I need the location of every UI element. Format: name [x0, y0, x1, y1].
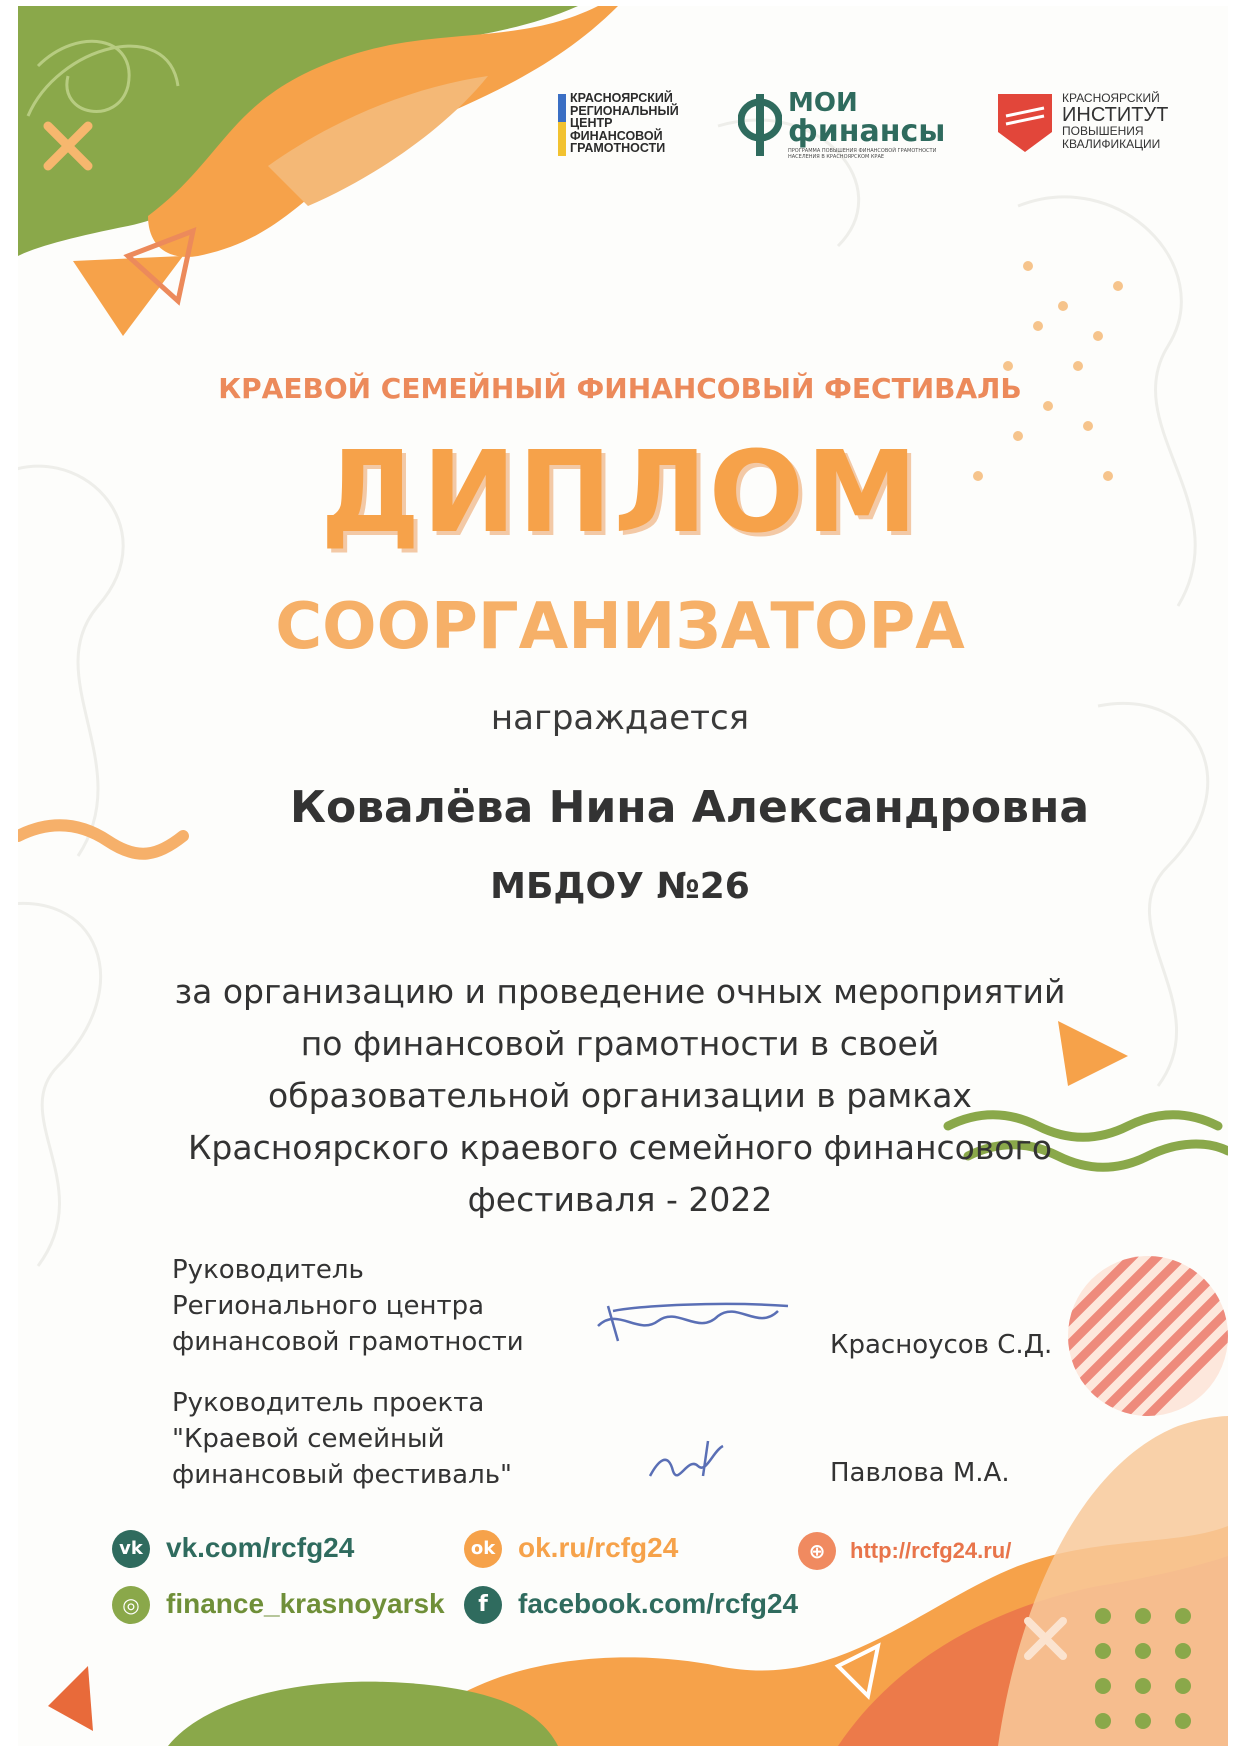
triangle-orange: [73, 256, 183, 336]
role-line: Регионального центра: [172, 1291, 485, 1321]
logo-line: КРАСНОЯРСКИЙ: [1062, 91, 1160, 105]
signatory-2-role: [172, 1385, 512, 1493]
vk-icon: vk: [112, 1530, 150, 1568]
signature-2: [650, 1441, 723, 1476]
instagram-icon: ◎: [112, 1586, 150, 1624]
signatory-1-role: [172, 1252, 524, 1360]
facebook-icon: f: [464, 1586, 502, 1624]
role-line: финансовой грамотности: [172, 1327, 524, 1357]
logo-my-finance-tagline: ПРОГРАММА ПОВЫШЕНИЯ ФИНАНСОВОЙ ГРАМОТНОСТИ НАСЕЛЕНИЯ В КРАСНОЯРСКОМ КРАЕ: [788, 148, 937, 160]
wave-left: [18, 825, 183, 853]
reason-line: фестиваля - 2022: [467, 1180, 773, 1219]
reason-line: по финансовой грамотности в своей: [300, 1024, 940, 1063]
role-line: Руководитель: [172, 1255, 364, 1285]
diploma-subtitle: СООРГАНИЗАТОРА: [275, 590, 965, 664]
signatory-2-name: Павлова М.А.: [830, 1458, 1010, 1488]
my-finance-phi-icon: [738, 92, 782, 158]
award-reason: [130, 966, 1110, 1226]
signatory-1-name: Красноусов С.Д.: [830, 1330, 1053, 1360]
reason-line: Красноярского краевого семейного финансового: [187, 1128, 1053, 1167]
facebook-link[interactable]: facebook.com/rcfg24: [518, 1588, 799, 1619]
role-line: финансовый фестиваль": [172, 1460, 512, 1490]
logo-my-finance-line2: финансы: [788, 114, 946, 149]
reason-line: образовательной организации в рамках: [268, 1076, 972, 1115]
institute-shield-icon: [996, 92, 1054, 154]
awarded-text: награждается: [490, 698, 750, 738]
logo-my-finance-line1: МОИ: [788, 88, 858, 118]
diploma-title: ДИПЛОМ: [320, 428, 920, 558]
triangle-bottom-left: [48, 1666, 93, 1731]
recipient-name: Ковалёва Нина Александровна: [290, 782, 1090, 833]
instagram-link[interactable]: finance_krasnoyarsk: [166, 1588, 445, 1619]
logo-line: КВАЛИФИКАЦИИ: [1062, 137, 1161, 151]
logo-my-finance: [788, 90, 945, 160]
festival-title: КРАЕВОЙ СЕМЕЙНЫЙ ФИНАНСОВЫЙ ФЕСТИВАЛЬ: [218, 372, 1022, 405]
logo-line: ФИНАНСОВОЙ: [570, 128, 663, 143]
striped-circle: [1038, 1216, 1228, 1446]
role-line: "Краевой семейный: [172, 1424, 445, 1454]
globe-icon: ⊕: [798, 1532, 836, 1570]
logo-line: РЕГИОНАЛЬНЫЙ: [570, 103, 679, 118]
logo-line: ИНСТИТУТ: [1062, 104, 1169, 126]
ok-icon: ok: [464, 1530, 502, 1568]
reason-line: за организацию и проведение очных мероприятий: [174, 972, 1066, 1011]
regional-center-flag-icon: [558, 94, 566, 156]
logo-regional-center: [570, 92, 679, 155]
logo-line: КРАСНОЯРСКИЙ: [570, 91, 673, 105]
site-link[interactable]: http://rcfg24.ru/: [850, 1538, 1012, 1563]
logo-institute: [1062, 92, 1168, 151]
ok-link[interactable]: ok.ru/rcfg24: [518, 1532, 679, 1563]
logo-line: ЦЕНТР: [570, 116, 613, 130]
vk-link[interactable]: vk.com/rcfg24: [166, 1532, 355, 1563]
role-line: Руководитель проекта: [172, 1388, 485, 1418]
signature-1: [598, 1304, 788, 1341]
recipient-organization: МБДОУ №26: [490, 866, 750, 907]
logo-line: ПОВЫШЕНИЯ: [1062, 124, 1144, 138]
logo-line: ГРАМОТНОСТИ: [570, 141, 666, 155]
